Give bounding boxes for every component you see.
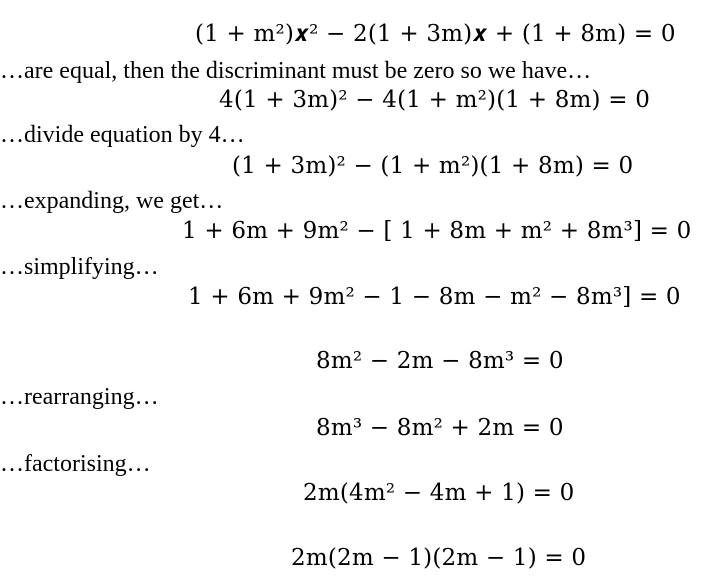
equation-expanded: 1 + 6m + 9m² − [ 1 + 8m + m² + 8m³] = 0 [182,218,692,244]
equation-factored-partial: 2m(4m² − 4m + 1) = 0 [303,480,575,506]
equation-divided: (1 + 3m)² − (1 + m²)(1 + 8m) = 0 [232,153,634,179]
text-rearranging: …rearranging… [0,384,159,410]
text-divide-by-4: …divide equation by 4… [0,122,245,148]
text-simplifying: …simplifying… [0,254,159,280]
equation-simplified: 8m² − 2m − 8m³ = 0 [316,348,564,374]
text-factorising: …factorising… [0,451,151,477]
text-expanding: …expanding, we get… [0,188,224,214]
text-discriminant-condition: …are equal, then the discriminant must be zero so we have… [0,58,592,84]
equation-simplifying: 1 + 6m + 9m² − 1 − 8m − m² − 8m³] = 0 [188,284,681,310]
equation-factored-full: 2m(2m − 1)(2m − 1) = 0 [291,545,587,571]
equation-discriminant: 4(1 + 3m)² − 4(1 + m²)(1 + 8m) = 0 [219,87,651,113]
equation-rearranged: 8m³ − 8m² + 2m = 0 [316,415,564,441]
equation-original-quadratic: (1 + m²)𝒙² − 2(1 + 3m)𝒙 + (1 + 8m) = 0 [195,21,676,47]
